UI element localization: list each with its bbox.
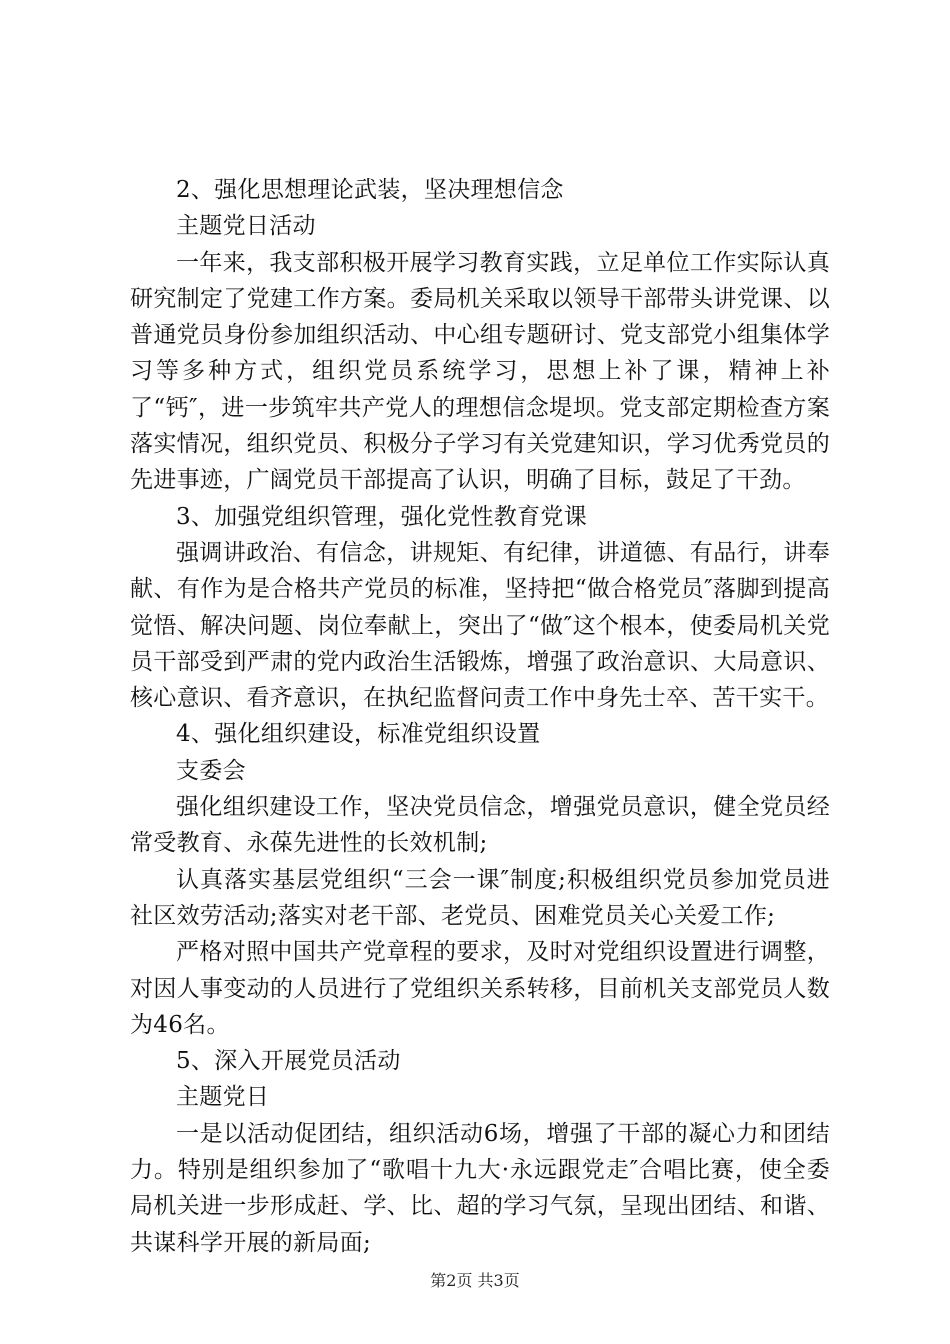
subheading-theme-party-day: 主题党日: [176, 1084, 270, 1111]
section-heading-4: 4、强化组织建设，标准党组织设置: [176, 721, 541, 748]
subheading-theme-party-day-activity: 主题党日活动: [176, 213, 316, 240]
section-heading-3: 3、加强党组织管理，强化党性教育党课: [176, 503, 588, 530]
document-body: [130, 172, 830, 1261]
paragraph-qualified-member: 强调讲政治、有信念，讲规矩、有纪律，讲道德、有品行，讲奉献、有作为是合格共产党员的标准，坚持把“做合格党员″落脚到提高觉悟、解决问题、岗位奉献上，突出了“做″这个根本，使委局机关党员干部受到严肃的党内政治生活锻炼，增强了政治意识、大局意识、核心意识、看齐意识，在执纪监督问责工作中身先士卒、苦干实干。: [130, 539, 830, 712]
section-heading-2: 2、强化思想理论武装，坚决理想信念: [176, 177, 564, 203]
page-footer: 第2页 共3页: [430, 1271, 520, 1290]
paragraph-organization-building: 强化组织建设工作，坚决党员信念，增强党员意识，健全党员经常受教育、永葆先进性的长效机制;: [130, 794, 830, 857]
paragraph-study-practice: 一年来，我支部积极开展学习教育实践，立足单位工作实际认真研究制定了党建工作方案。委局机关采取以领导干部带头讲党课、以普通党员身份参加组织活动、中心组专题研讨、党支部党小组集体学习等多种方式，组织党员系统学习，思想上补了课，精神上补了“钙″，进一步筑牢共产党人的理想信念堤坝。党支部定期检查方案落实情况，组织党员、积极分子学习有关党建知识，学习优秀党员的先进事迹，广阔党员干部提高了认识，明确了目标，鼓足了干劲。: [130, 249, 830, 494]
paragraph-party-charter: 严格对照中国共产党章程的要求，及时对党组织设置进行调整，对因人事变动的人员进行了党组织关系转移，目前机关支部党员人数为46名。: [130, 939, 830, 1038]
paragraph-three-meetings: 认真落实基层党组织“三会一课″制度;积极组织党员参加党员进社区效劳活动;落实对老干部、老党员、困难党员关心关爱工作;: [130, 866, 830, 929]
subheading-branch-committee: 支委会: [176, 757, 246, 784]
section-heading-5: 5、深入开展党员活动: [176, 1048, 401, 1075]
paragraph-activities-unity: 一是以活动促团结，组织活动6场，增强了干部的凝心力和团结力。特别是组织参加了“歌唱十九大·永远跟党走″合唱比赛，使全委局机关进一步形成赶、学、比、超的学习气氛，呈现出团结、和谐、共谋科学开展的新局面;: [130, 1120, 830, 1256]
